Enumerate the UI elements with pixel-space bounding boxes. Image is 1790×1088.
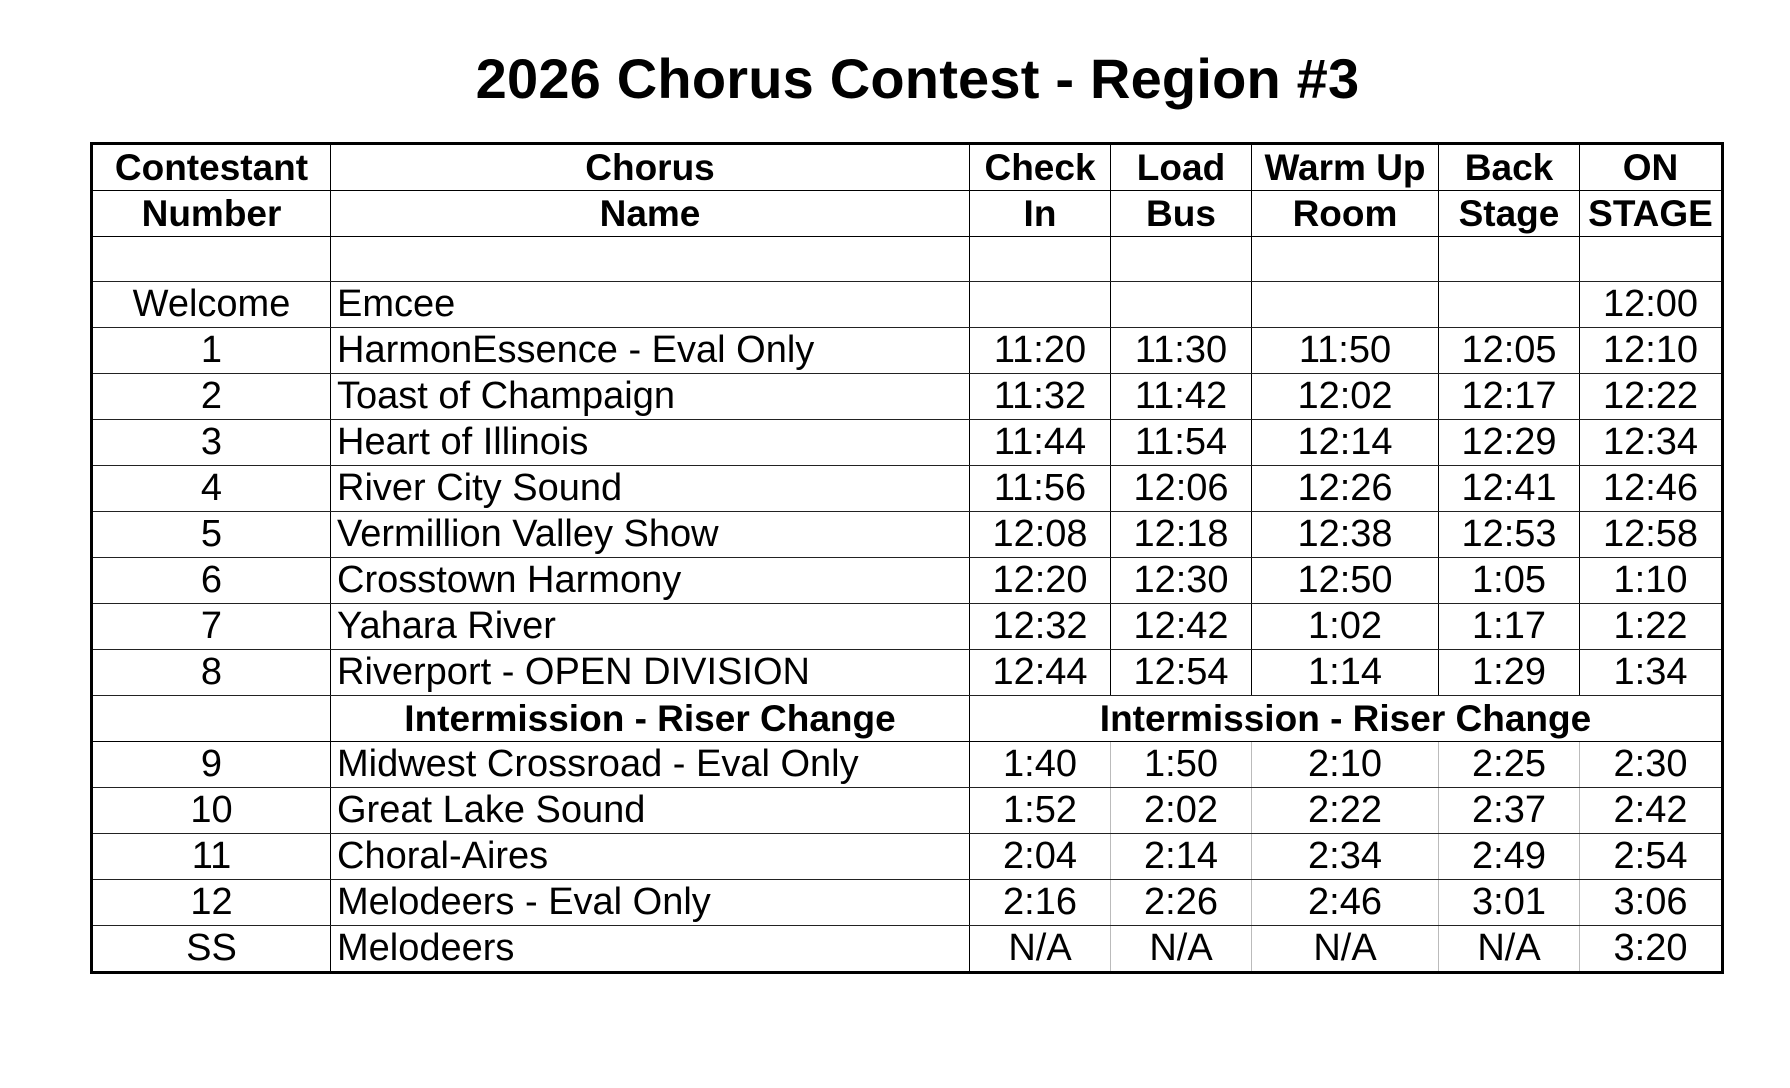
on-stage-time: 12:46 <box>1580 466 1723 512</box>
load-bus-time: 11:30 <box>1111 328 1252 374</box>
contestant-row <box>92 650 1723 696</box>
check-in-time: 2:04 <box>970 834 1111 880</box>
intermission-number-cell <box>92 696 331 742</box>
load-bus-time: N/A <box>1111 926 1252 973</box>
back-stage-time: 12:29 <box>1439 420 1580 466</box>
on-stage-time: 1:22 <box>1580 604 1723 650</box>
header-stage: Stage <box>1439 191 1580 237</box>
header-row-2 <box>92 191 1723 237</box>
load-bus-time: 12:42 <box>1111 604 1252 650</box>
chorus-name: Emcee <box>331 282 970 328</box>
warm-up-time: 12:50 <box>1252 558 1439 604</box>
header-on-stage: STAGE <box>1580 191 1723 237</box>
warm-up-time: 12:26 <box>1252 466 1439 512</box>
load-bus-time: 1:50 <box>1111 742 1252 788</box>
header-in: In <box>970 191 1111 237</box>
warm-up-time: 1:02 <box>1252 604 1439 650</box>
check-in-time: N/A <box>970 926 1111 973</box>
contestant-number: 1 <box>92 328 331 374</box>
check-in-time: 1:52 <box>970 788 1111 834</box>
check-in-time: 12:20 <box>970 558 1111 604</box>
blank-cell <box>970 237 1111 282</box>
on-stage-time: 12:10 <box>1580 328 1723 374</box>
back-stage-time: 2:49 <box>1439 834 1580 880</box>
on-stage-time: 12:58 <box>1580 512 1723 558</box>
back-stage-time: 12:05 <box>1439 328 1580 374</box>
chorus-name: Toast of Champaign <box>331 374 970 420</box>
chorus-name: Heart of Illinois <box>331 420 970 466</box>
check-in-time: 12:08 <box>970 512 1111 558</box>
load-bus-time: 2:26 <box>1111 880 1252 926</box>
on-stage-time: 2:30 <box>1580 742 1723 788</box>
welcome-row <box>92 282 1723 328</box>
warm-up-time: 11:50 <box>1252 328 1439 374</box>
contestant-number: 2 <box>92 374 331 420</box>
back-stage-time: 1:17 <box>1439 604 1580 650</box>
chorus-name: Crosstown Harmony <box>331 558 970 604</box>
header-warm-up: Warm Up <box>1252 144 1439 191</box>
warm-up-time: 2:10 <box>1252 742 1439 788</box>
header-bus: Bus <box>1111 191 1252 237</box>
check-in-time: 2:16 <box>970 880 1111 926</box>
contestant-row <box>92 374 1723 420</box>
contestant-number: 3 <box>92 420 331 466</box>
contest-schedule-table <box>90 142 1724 974</box>
on-stage-time: 1:10 <box>1580 558 1723 604</box>
chorus-name: Melodeers <box>331 926 970 973</box>
contestant-number: 8 <box>92 650 331 696</box>
warm-up-time: 12:14 <box>1252 420 1439 466</box>
warm-up-time: 12:02 <box>1252 374 1439 420</box>
on-stage-time: 3:06 <box>1580 880 1723 926</box>
contestant-number: 10 <box>92 788 331 834</box>
contestant-row <box>92 926 1723 973</box>
back-stage-time: 2:37 <box>1439 788 1580 834</box>
page-title: 2026 Chorus Contest - Region #3 <box>475 47 1360 110</box>
on-stage-time: 12:22 <box>1580 374 1723 420</box>
contestant-row <box>92 880 1723 926</box>
header-check: Check <box>970 144 1111 191</box>
contestant-number: Welcome <box>92 282 331 328</box>
intermission-times-label: Intermission - Riser Change <box>970 696 1723 742</box>
contestant-number: SS <box>92 926 331 973</box>
intermission-label: Intermission - Riser Change <box>331 696 970 742</box>
on-stage-time: 12:00 <box>1580 282 1723 328</box>
chorus-name: Riverport - OPEN DIVISION <box>331 650 970 696</box>
blank-cell <box>331 237 970 282</box>
blank-cell <box>92 237 331 282</box>
load-bus-time: 12:30 <box>1111 558 1252 604</box>
chorus-name: Melodeers - Eval Only <box>331 880 970 926</box>
warm-up-time: 12:38 <box>1252 512 1439 558</box>
blank-cell <box>1252 237 1439 282</box>
blank-cell <box>1580 237 1723 282</box>
load-bus-time <box>1111 282 1252 328</box>
check-in-time: 1:40 <box>970 742 1111 788</box>
contestant-number: 7 <box>92 604 331 650</box>
header-name: Name <box>331 191 970 237</box>
warm-up-time: N/A <box>1252 926 1439 973</box>
chorus-name: Midwest Crossroad - Eval Only <box>331 742 970 788</box>
contestant-row <box>92 742 1723 788</box>
back-stage-time: 12:53 <box>1439 512 1580 558</box>
load-bus-time: 11:54 <box>1111 420 1252 466</box>
chorus-name: Great Lake Sound <box>331 788 970 834</box>
load-bus-time: 2:02 <box>1111 788 1252 834</box>
check-in-time <box>970 282 1111 328</box>
contestant-row <box>92 466 1723 512</box>
blank-cell <box>1111 237 1252 282</box>
load-bus-time: 12:06 <box>1111 466 1252 512</box>
check-in-time: 12:44 <box>970 650 1111 696</box>
header-back: Back <box>1439 144 1580 191</box>
header-row-1 <box>92 144 1723 191</box>
chorus-name: Choral-Aires <box>331 834 970 880</box>
back-stage-time: N/A <box>1439 926 1580 973</box>
back-stage-time: 2:25 <box>1439 742 1580 788</box>
header-load: Load <box>1111 144 1252 191</box>
chorus-name: HarmonEssence - Eval Only <box>331 328 970 374</box>
chorus-name: River City Sound <box>331 466 970 512</box>
header-number: Number <box>92 191 331 237</box>
blank-row <box>92 237 1723 282</box>
blank-cell <box>1439 237 1580 282</box>
on-stage-time: 12:34 <box>1580 420 1723 466</box>
back-stage-time: 3:01 <box>1439 880 1580 926</box>
load-bus-time: 11:42 <box>1111 374 1252 420</box>
contestant-row <box>92 558 1723 604</box>
check-in-time: 11:44 <box>970 420 1111 466</box>
on-stage-time: 3:20 <box>1580 926 1723 973</box>
contestant-row <box>92 328 1723 374</box>
back-stage-time <box>1439 282 1580 328</box>
warm-up-time: 2:46 <box>1252 880 1439 926</box>
check-in-time: 12:32 <box>970 604 1111 650</box>
contestant-row <box>92 512 1723 558</box>
contestant-number: 4 <box>92 466 331 512</box>
contestant-row <box>92 834 1723 880</box>
warm-up-time: 2:22 <box>1252 788 1439 834</box>
contestant-number: 5 <box>92 512 331 558</box>
header-on: ON <box>1580 144 1723 191</box>
contestant-number: 9 <box>92 742 331 788</box>
header-contestant: Contestant <box>92 144 331 191</box>
check-in-time: 11:56 <box>970 466 1111 512</box>
contestant-row <box>92 788 1723 834</box>
warm-up-time: 1:14 <box>1252 650 1439 696</box>
intermission-row <box>92 696 1723 742</box>
warm-up-time <box>1252 282 1439 328</box>
header-chorus: Chorus <box>331 144 970 191</box>
check-in-time: 11:20 <box>970 328 1111 374</box>
on-stage-time: 1:34 <box>1580 650 1723 696</box>
on-stage-time: 2:54 <box>1580 834 1723 880</box>
back-stage-time: 1:29 <box>1439 650 1580 696</box>
back-stage-time: 12:17 <box>1439 374 1580 420</box>
check-in-time: 11:32 <box>970 374 1111 420</box>
contestant-number: 12 <box>92 880 331 926</box>
back-stage-time: 12:41 <box>1439 466 1580 512</box>
chorus-name: Yahara River <box>331 604 970 650</box>
back-stage-time: 1:05 <box>1439 558 1580 604</box>
contestant-row <box>92 420 1723 466</box>
contestant-number: 11 <box>92 834 331 880</box>
on-stage-time: 2:42 <box>1580 788 1723 834</box>
warm-up-time: 2:34 <box>1252 834 1439 880</box>
load-bus-time: 12:54 <box>1111 650 1252 696</box>
contestant-number: 6 <box>92 558 331 604</box>
header-room: Room <box>1252 191 1439 237</box>
load-bus-time: 12:18 <box>1111 512 1252 558</box>
load-bus-time: 2:14 <box>1111 834 1252 880</box>
contestant-row <box>92 604 1723 650</box>
chorus-name: Vermillion Valley Show <box>331 512 970 558</box>
